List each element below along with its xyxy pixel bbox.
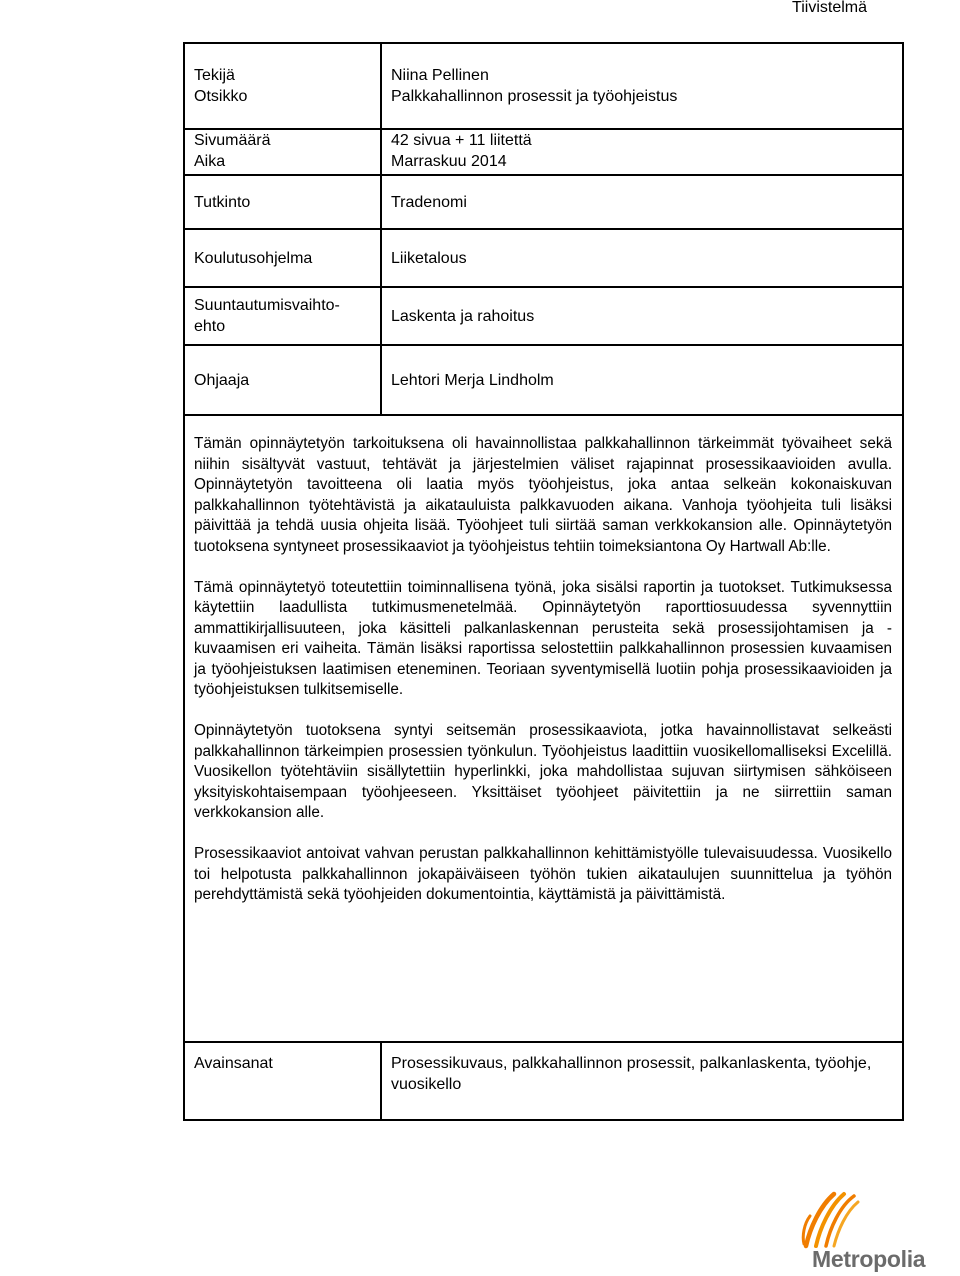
time-label: Aika — [194, 153, 226, 170]
summary-paragraph-3: Opinnäytetyön tuotoksena syntyi seitsemän prosessikaaviota, jotka havainnollistavat selkeästi palkkahallinnon tärkeimpien prosessien työnkulun. Työohjeistus laadittiin vuosikellomalliseksi Excelillä. Vuosikellon työtehtäviin sisällytettiin hyperlinkki, joka mahdollistaa sujuvan siirtymisen sähköiseen yksityiskohtaisempaan työohjeeseen. Yksittäiset työohjeet päivitettiin ja ne siirrettiin saman verkkokansion alle. — [194, 722, 892, 821]
abstract-table — [183, 42, 904, 1121]
specialisation-value: Laskenta ja rahoitus — [381, 287, 903, 345]
programme-label: Koulutusohjelma — [184, 229, 381, 287]
title-value: Palkkahallinnon prosessit ja työohjeistus — [391, 88, 678, 105]
summary-paragraph-1: Tämän opinnäytetyön tarkoituksena oli havainnollistaa palkkahallinnon tärkeimmät työvaiheet sekä niihin sisältyvät vastuut, tehtävät ja järjestelmien väliset rajapinnat prosessikaavioiden avulla. Opinnäytetyön tavoitteena oli laatia myös työohjeistus, joka antaa selkeän kokonaiskuvan palkkahallinnon työtehtävistä ja aikatauluista palkkavuoden aikana. Vanhoja työohjeita tuli lisäksi päivittää ja tehdä uusia ohjeita lisää. Työohjeet tuli siirtää saman verkkokansion alle. Opinnäytetyön tuotoksena syntyneet prosessikaaviot ja työohjeistus tehtiin toimeksiantona Oy Hartwall Ab:lle. — [194, 435, 892, 555]
pages-time-labels — [184, 129, 381, 175]
summary-cell — [184, 415, 903, 1042]
author-title-values — [381, 43, 903, 129]
page-header-label: Tiivistelmä — [792, 0, 867, 16]
keywords-value: Prosessikuvaus, palkkahallinnon prosessit, palkanlaskenta, työohje, vuosikello — [381, 1042, 903, 1120]
pages-time-values — [381, 129, 903, 175]
summary-row — [184, 415, 903, 1042]
summary-text — [185, 416, 902, 1041]
supervisor-label: Ohjaaja — [184, 345, 381, 415]
degree-label: Tutkinto — [184, 175, 381, 229]
programme-value: Liiketalous — [381, 229, 903, 287]
supervisor-value: Lehtori Merja Lindholm — [381, 345, 903, 415]
metropolia-swoosh-icon — [776, 1188, 926, 1250]
metropolia-logo — [776, 1188, 926, 1273]
specialisation-label-line2: ehto — [194, 318, 226, 335]
author-title-labels — [184, 43, 381, 129]
pages-label: Sivumäärä — [194, 132, 271, 149]
pages-time-row — [184, 129, 903, 175]
degree-value: Tradenomi — [381, 175, 903, 229]
title-label: Otsikko — [194, 88, 248, 105]
specialisation-labels — [184, 287, 381, 345]
author-label: Tekijä — [194, 67, 235, 84]
specialisation-row — [184, 287, 903, 345]
keywords-label: Avainsanat — [184, 1042, 381, 1120]
metropolia-logo-text: Metropolia — [812, 1246, 926, 1272]
programme-row — [184, 229, 903, 287]
pages-value: 42 sivua + 11 liitettä — [391, 132, 532, 149]
degree-row — [184, 175, 903, 229]
specialisation-label-line1: Suuntautumisvaihto- — [194, 297, 340, 314]
time-value: Marraskuu 2014 — [391, 153, 507, 170]
author-value: Niina Pellinen — [391, 67, 489, 84]
summary-paragraph-2: Tämä opinnäytetyö toteutettiin toiminnallisena työnä, joka sisälsi raportin ja tuotokset. Tutkimuksessa käytettiin laadullista tutkimusmenetelmää. Opinnäytetyön raporttiosuudessa syvennyttiin ammattikirjallisuuteen, joka käsitteli palkanlaskennan perusteita sekä prosessijohtamisen ja -kuvaamisen eri vaiheita. Tämän lisäksi raportissa selostettiin palkkahallinnon prosessien kuvaamisen ja työohjeistuksen laatimisen eteneminen. Teoriaan syventymisellä luotiin pohja prosessikaavioiden ja työohjeistuksen tulkitsemiselle. — [194, 578, 892, 698]
supervisor-row — [184, 345, 903, 415]
keywords-row — [184, 1042, 903, 1120]
summary-paragraph-4: Prosessikaaviot antoivat vahvan perustan palkkahallinnon kehittämistyölle tulevaisuudessa. Vuosikello toi helpotusta palkkahallinnon jokapäiväiseen työhön tukien aikataulujen suunnittelua ja työhön perehdyttämistä sekä työohjeiden dokumentointia, käyttämistä ja päivittämistä. — [194, 845, 892, 903]
author-title-row — [184, 43, 903, 129]
